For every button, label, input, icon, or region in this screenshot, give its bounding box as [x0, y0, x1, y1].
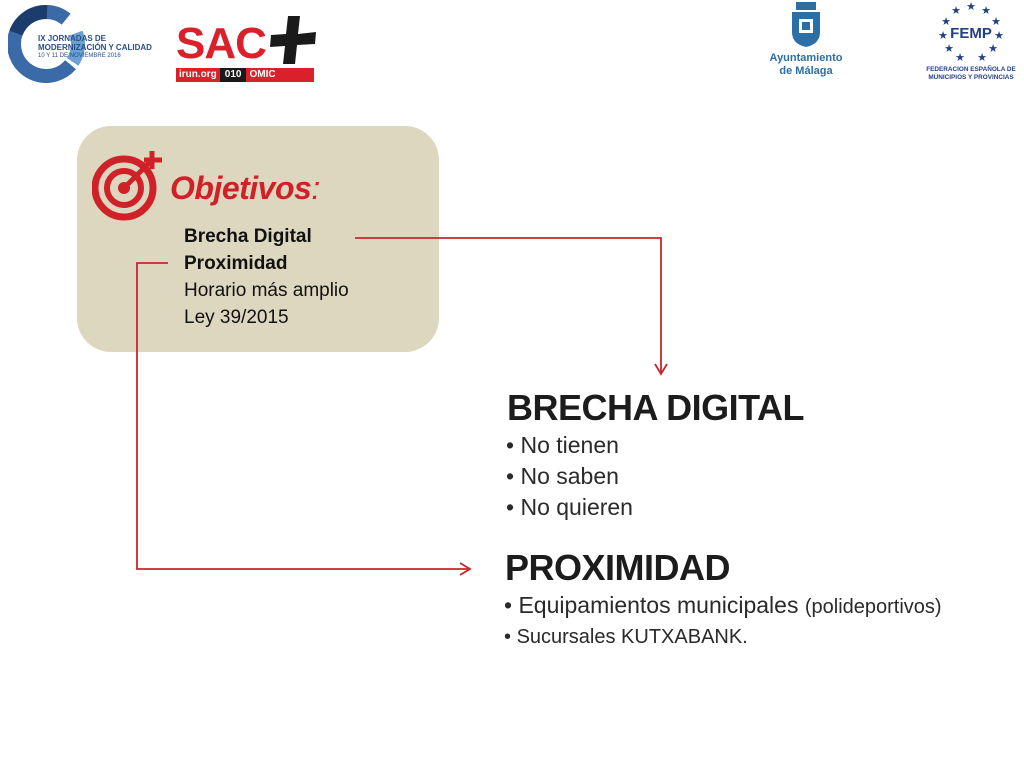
brecha-item-no-saben: • No saben — [506, 461, 633, 492]
svg-text:★: ★ — [944, 42, 954, 55]
femp-line2: MUNICIPIOS Y PROVINCIAS — [928, 74, 1014, 81]
objetivo-proximidad: Proximidad — [184, 253, 288, 274]
jornadas-line3: 10 Y 11 DE NOVIEMBRE 2016 — [38, 53, 121, 59]
femp-badge: FEMP — [950, 25, 992, 42]
brecha-digital-title: BRECHA DIGITAL — [507, 387, 804, 428]
jornadas-line2: MODERNIZACIÓN Y CALIDAD — [38, 43, 152, 52]
objetivo-ley: Ley 39/2015 — [184, 307, 289, 328]
femp-line1: FEDERACION ESPAÑOLA DE — [926, 66, 1016, 73]
brecha-item-no-tienen: • No tienen — [506, 430, 633, 461]
jornadas-line1: IX JORNADAS DE — [38, 34, 107, 43]
sac-strip-right: OMIC — [249, 69, 276, 80]
objetivo-horario: Horario más amplio — [184, 280, 349, 301]
svg-text:★: ★ — [941, 15, 951, 28]
arrow-to-proximidad — [137, 263, 470, 569]
brecha-item-no-quieren: • No quieren — [506, 492, 633, 523]
ayuntamiento-line2: de Málaga — [779, 65, 833, 77]
sac-strip-mid: 010 — [220, 68, 247, 82]
svg-text:★: ★ — [981, 4, 991, 17]
svg-text:★: ★ — [977, 51, 987, 64]
proximidad-item-equipamientos — [504, 590, 942, 622]
ayuntamiento-line1: Ayuntamiento — [769, 52, 843, 64]
sac-strip-left: irun.org — [179, 69, 217, 80]
sac-word: SAC — [176, 19, 266, 68]
svg-text:★: ★ — [966, 0, 976, 13]
proximidad-item-sucursales: • Sucursales KUTXABANK. — [504, 622, 942, 652]
svg-text:★: ★ — [951, 4, 961, 17]
svg-text:★: ★ — [938, 29, 948, 42]
proximidad-title: PROXIMIDAD — [505, 547, 731, 588]
svg-text:★: ★ — [988, 42, 998, 55]
arrow-to-brecha — [355, 238, 661, 374]
proximidad-list — [504, 590, 942, 652]
svg-text:★: ★ — [991, 15, 1001, 28]
equipamientos-text: Equipamientos municipales — [518, 592, 799, 618]
objetivo-brecha-digital: Brecha Digital — [184, 226, 312, 247]
objetivos-title-text: Objetivos — [170, 170, 312, 206]
equipamientos-paren: (polideportivos) — [804, 596, 942, 618]
svg-text:★: ★ — [955, 51, 965, 64]
brecha-digital-list — [506, 430, 633, 523]
svg-text:★: ★ — [994, 29, 1004, 42]
objetivos-title-colon: : — [311, 170, 320, 206]
